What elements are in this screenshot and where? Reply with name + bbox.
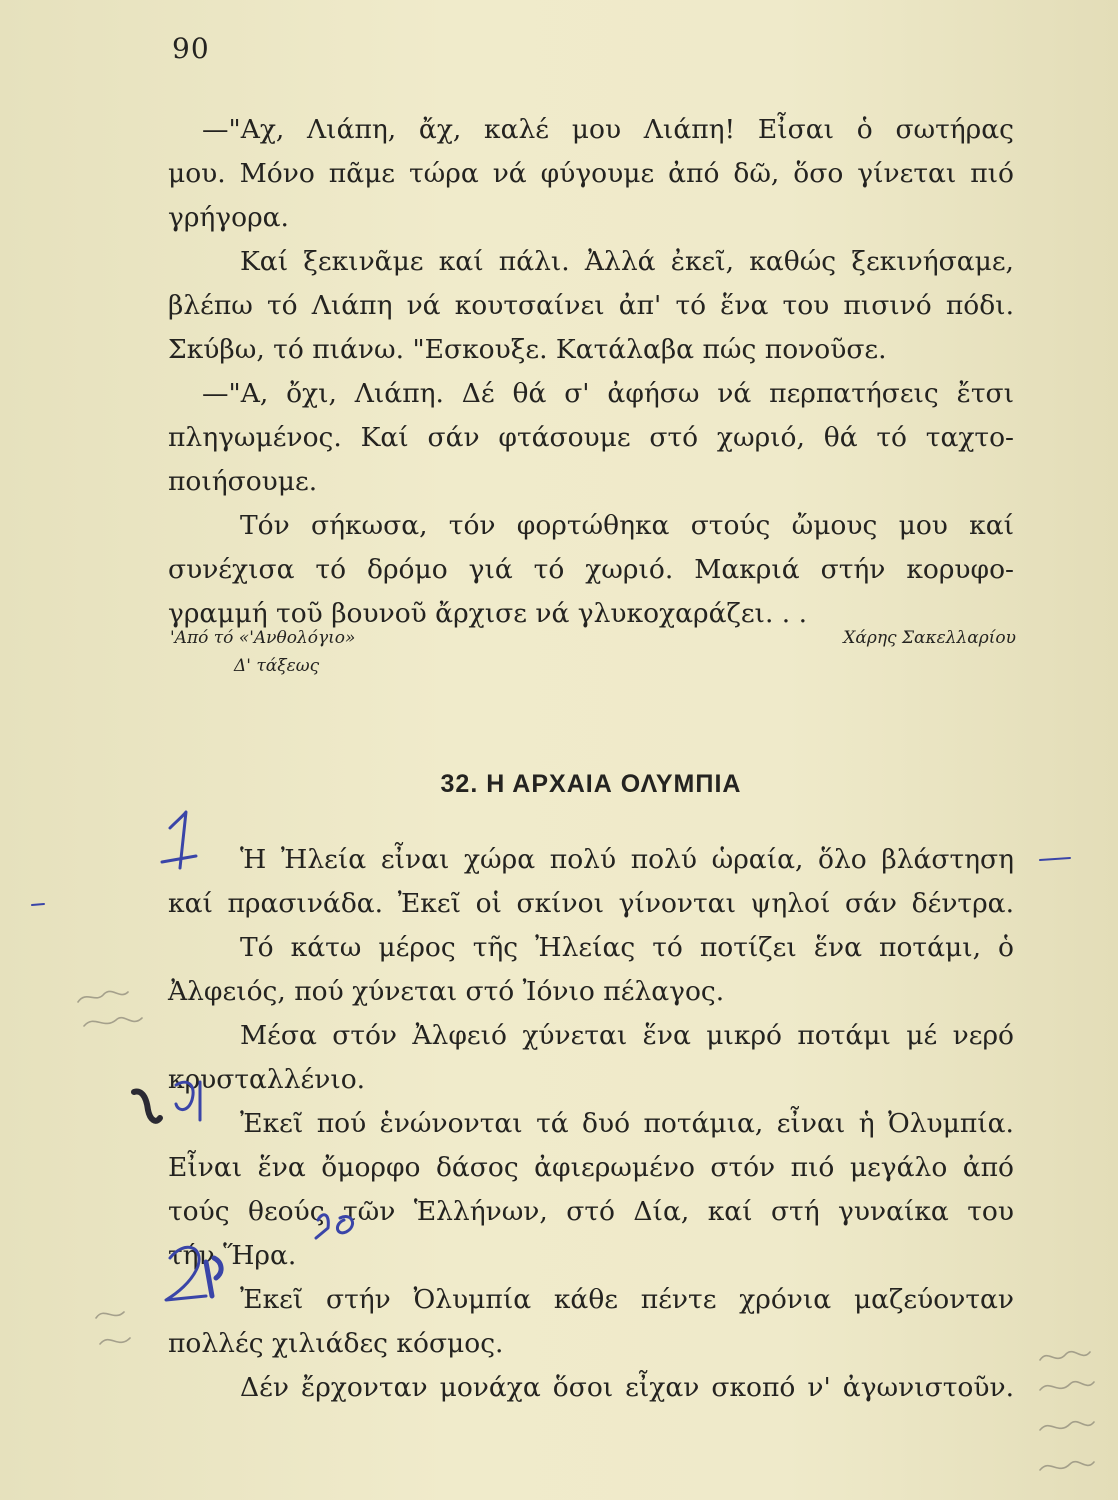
text-line: ποιήσουμε. bbox=[168, 466, 318, 497]
text-line: Τόν σήκωσα, τόν φορτώθηκα στούς ὤμους μου καί bbox=[240, 510, 1014, 541]
pen-mark bbox=[32, 904, 44, 905]
pencil-note bbox=[1040, 1352, 1094, 1470]
source-grade: Δ' τάξεως bbox=[234, 656, 320, 676]
text-line: τούς θεούς τῶν Ἑλλήνων, στό Δία, καί στή γυναίκα του bbox=[168, 1196, 1014, 1227]
text-line: μου. Μόνο πᾶμε τώρα νά φύγουμε ἀπό δῶ, ὅσο γίνεται πιό bbox=[168, 158, 1014, 189]
text-line: βλέπω τό Λιάπη νά κουτσαίνει ἀπ' τό ἕνα του πισινό πόδι. bbox=[168, 290, 1014, 321]
text-line: Ἐκεῖ πού ἑνώνονται τά δυό ποτάμια, εἶναι ἡ Ὀλυμπία. bbox=[240, 1108, 1014, 1139]
text-line: Τό κάτω μέρος τῆς Ἠλείας τό ποτίζει ἕνα ποτάμι, ὁ bbox=[240, 932, 1014, 963]
chapter-text bbox=[168, 838, 1014, 1410]
text-line: συνέχισα τό δρόμο γιά τό χωριό. Μακριά στήν κορυφο- bbox=[168, 554, 1014, 585]
text-line: καί πρασινάδα. Ἐκεῖ οἱ σκίνοι γίνονται ψηλοί σάν δέντρα. bbox=[168, 888, 1014, 919]
text-line: Ἐκεῖ στήν Ὀλυμπία κάθε πέντε χρόνια μαζεύονταν bbox=[240, 1284, 1014, 1315]
author-name: Χάρης Σακελλαρίου bbox=[843, 628, 1016, 648]
text-line: Ἡ Ἠλεία εἶναι χώρα πολύ πολύ ὡραία, ὅλο βλάστηση bbox=[240, 844, 1014, 875]
pen-mark bbox=[1040, 858, 1070, 860]
source-reference: 'Από τό «'Ανθολόγιο» bbox=[170, 628, 356, 648]
text-line: Εἶναι ἕνα ὄμορφο δάσος ἀφιερωμένο στόν πιό μεγάλο ἀπό bbox=[168, 1152, 1014, 1183]
story-text bbox=[168, 108, 1014, 636]
text-line: Σκύβω, τό πιάνω. "Εσκουξε. Κατάλαβα πώς πονοῦσε. bbox=[168, 334, 887, 365]
text-line: γραμμή τοῦ βουνοῦ ἄρχισε νά γλυκοχαράζει. . . bbox=[168, 598, 808, 629]
pen-mark bbox=[134, 1092, 160, 1121]
text-line: πληγωμένος. Καί σάν φτάσουμε στό χωριό, θά τό ταχτο- bbox=[168, 422, 1014, 453]
text-line: —"Αχ, Λιάπη, ἄχ, καλέ μου Λιάπη! Εἶσαι ὁ σωτήρας bbox=[202, 114, 1014, 145]
text-line: Καί ξεκινᾶμε καί πάλι. Ἀλλά ἐκεῖ, καθώς ξεκινήσαμε, bbox=[240, 246, 1014, 277]
text-line: Δέν ἔρχονταν μονάχα ὅσοι εἶχαν σκοπό ν' ἀγωνιστοῦν. bbox=[240, 1372, 1014, 1403]
text-line: —"Α, ὄχι, Λιάπη. Δέ θά σ' ἀφήσω νά περπατήσεις ἔτσι bbox=[202, 378, 1014, 409]
text-line: κρυσταλλένιο. bbox=[168, 1064, 366, 1095]
pencil-note bbox=[78, 991, 142, 1026]
text-line: γρήγορα. bbox=[168, 202, 289, 233]
page-number: 90 bbox=[172, 32, 210, 65]
text-line: πολλές χιλιάδες κόσμος. bbox=[168, 1328, 504, 1359]
text-line: Ἀλφειός, πού χύνεται στό Ἰόνιο πέλαγος. bbox=[168, 976, 725, 1007]
text-line: Μέσα στόν Ἀλφειό χύνεται ἕνα μικρό ποτάμι μέ νερό bbox=[240, 1020, 1014, 1051]
chapter-title: 32. Η ΑΡΧΑΙΑ ΟΛΥΜΠΙΑ bbox=[440, 770, 742, 798]
text-line: τήν Ἥρα. bbox=[168, 1240, 297, 1271]
pencil-note bbox=[96, 1312, 130, 1344]
